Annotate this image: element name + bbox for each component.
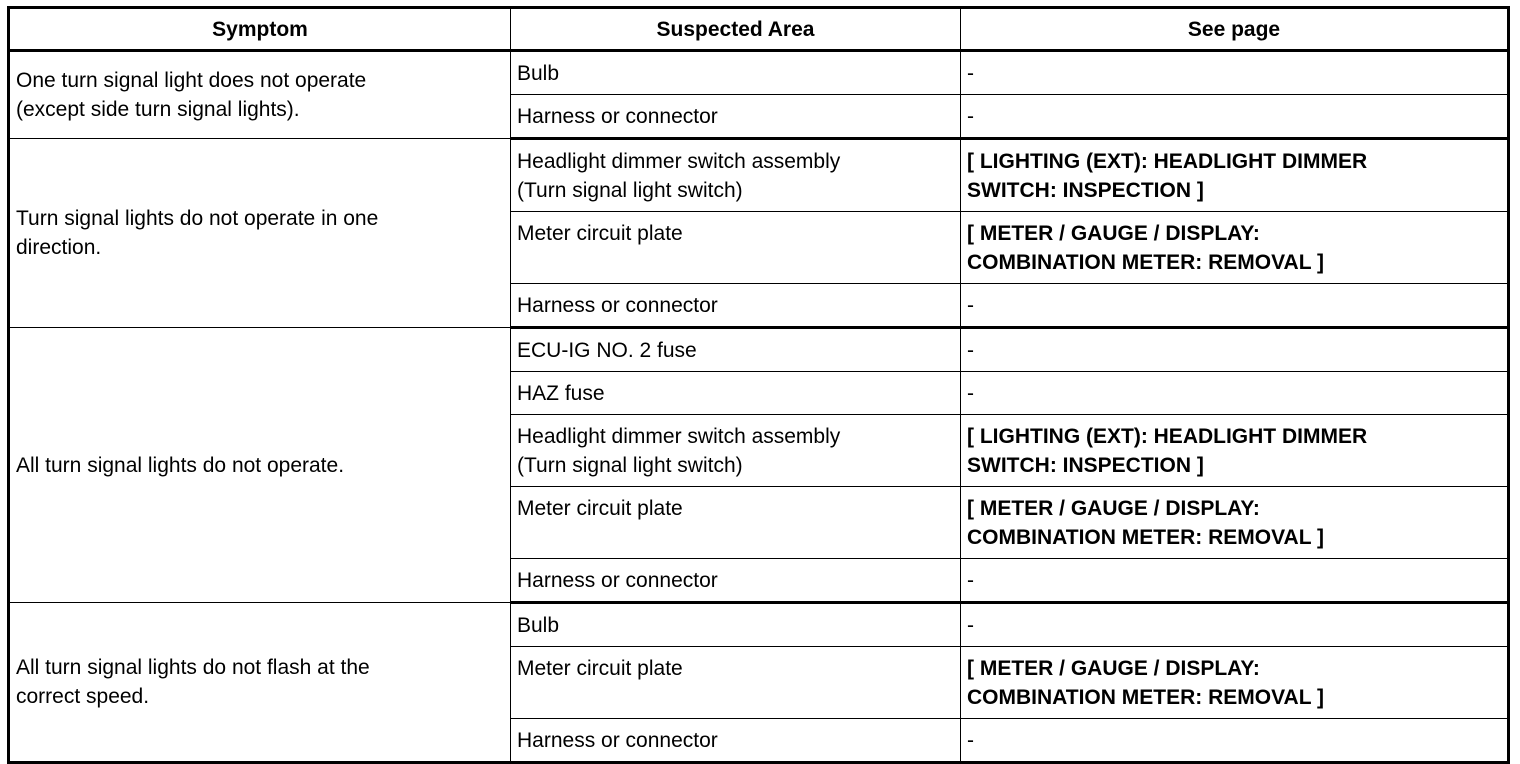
see-page-cell [961,328,1509,372]
see-page-cell [961,603,1509,647]
table-row [9,603,1509,647]
see-page-cell [961,51,1509,95]
see-page-text: - [967,105,974,128]
symptom-cell [9,328,511,603]
suspected-area-text: Meter circuit plate [517,657,683,680]
see-page-text: - [967,62,974,85]
header-see-page: See page [961,8,1509,51]
see-page-cell [961,372,1509,415]
suspected-area-text: Harness or connector [517,729,718,752]
see-page-cell [961,559,1509,603]
symptom-text: Turn signal lights do not operate in one direction. [16,207,379,259]
suspected-area-cell [511,559,961,603]
table-row [9,139,1509,212]
suspected-area-text: Bulb [517,62,560,85]
symptom-cell [9,51,511,139]
suspected-area-text: Meter circuit plate [517,497,683,520]
table-row [9,328,1509,372]
see-page-reference-link[interactable]: [ METER / GAUGE / DISPLAY: COMBINATION METER: REMOVAL ] [967,222,1324,274]
see-page-text: - [967,614,974,637]
see-page-text: - [967,339,974,362]
header-suspected-area: Suspected Area [511,8,961,51]
symptom-cell [9,139,511,328]
see-page-text: - [967,294,974,317]
suspected-area-text: Harness or connector [517,294,718,317]
suspected-area-text: Headlight dimmer switch assembly (Turn signal light switch) [517,150,841,202]
see-page-reference-link[interactable]: [ METER / GAUGE / DISPLAY: COMBINATION METER: REMOVAL ] [967,657,1324,709]
table-row [9,51,1509,95]
symptom-text: All turn signal lights do not flash at the correct speed. [16,656,370,708]
see-page-text: - [967,729,974,752]
suspected-area-text: HAZ fuse [517,382,605,405]
suspected-area-text: Harness or connector [517,105,718,128]
suspected-area-cell [511,139,961,212]
suspected-area-cell [511,487,961,559]
suspected-area-text: Bulb [517,614,560,637]
suspected-area-text: Headlight dimmer switch assembly (Turn signal light switch) [517,425,841,477]
symptom-text: One turn signal light does not operate (except side turn signal lights). [16,69,367,121]
symptom-text: All turn signal lights do not operate. [16,453,345,477]
see-page-reference-cell[interactable] [961,415,1509,487]
see-page-reference-cell[interactable] [961,139,1509,212]
see-page-reference-cell[interactable] [961,212,1509,284]
suspected-area-cell [511,212,961,284]
symptom-cell [9,603,511,763]
suspected-area-cell [511,51,961,95]
suspected-area-text: ECU-IG NO. 2 fuse [517,339,697,362]
suspected-area-cell [511,415,961,487]
suspected-area-cell [511,95,961,139]
see-page-reference-cell[interactable] [961,487,1509,559]
table-body [9,51,1509,763]
suspected-area-cell [511,603,961,647]
suspected-area-cell [511,284,961,328]
see-page-reference-link[interactable]: [ METER / GAUGE / DISPLAY: COMBINATION METER: REMOVAL ] [967,497,1324,549]
see-page-cell [961,95,1509,139]
suspected-area-cell [511,372,961,415]
see-page-text: - [967,569,974,592]
troubleshooting-table [7,6,1510,764]
troubleshooting-table-container [7,6,1510,764]
suspected-area-text: Harness or connector [517,569,718,592]
suspected-area-text: Meter circuit plate [517,222,683,245]
see-page-cell [961,284,1509,328]
suspected-area-cell [511,647,961,719]
header-symptom: Symptom [9,8,511,51]
see-page-reference-link[interactable]: [ LIGHTING (EXT): HEADLIGHT DIMMER SWITCH: INSPECTION ] [967,150,1368,202]
table-header-row [9,8,1509,51]
suspected-area-cell [511,328,961,372]
see-page-reference-link[interactable]: [ LIGHTING (EXT): HEADLIGHT DIMMER SWITCH: INSPECTION ] [967,425,1368,477]
see-page-text: - [967,382,974,405]
see-page-reference-cell[interactable] [961,647,1509,719]
